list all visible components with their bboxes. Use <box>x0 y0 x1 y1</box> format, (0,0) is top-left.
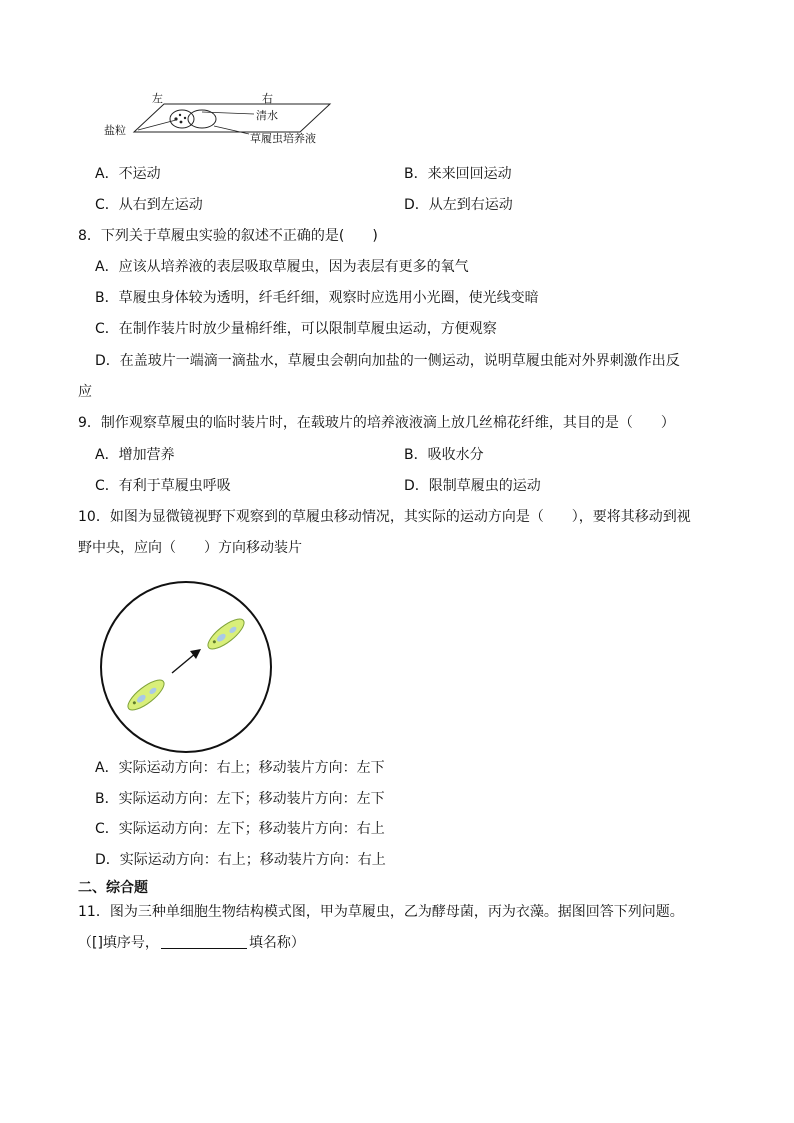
q10-stem-line2: 野中央，应向（ ）方向移动装片 <box>78 540 302 556</box>
q7-option-d: D．从左到右运动 <box>404 197 513 213</box>
right-label: 右 <box>262 92 273 105</box>
q10-stem-line1: 10．如图为显微镜视野下观察到的草履虫移动情况，其实际的运动方向是（ ），要将其移动到视 <box>78 509 691 525</box>
q8-option-d-line2: 应 <box>78 384 92 400</box>
q7-option-c: C．从右到左运动 <box>95 197 203 213</box>
q7-option-b: B．来来回回运动 <box>404 166 512 182</box>
q10-option-c: C．实际运动方向：左下；移动装片方向：右上 <box>95 821 385 837</box>
salt-label: 盐粒 <box>104 124 126 137</box>
culture-label: 草履虫培养液 <box>250 132 316 145</box>
q7-option-a: A．不运动 <box>95 166 161 182</box>
q9-stem: 9．制作观察草履虫的临时装片时，在载玻片的培养液液滴上放几丝棉花纤维，其目的是（ ） <box>78 415 675 431</box>
q11-note-suffix: 填名称） <box>248 935 305 951</box>
q10-option-d: D．实际运动方向：右上；移动装片方向：右上 <box>95 852 386 868</box>
microscope-field-diagram <box>98 577 278 757</box>
q8-option-d-line1: D．在盖玻片一端滴一滴盐水，草履虫会朝向加盐的一侧运动，说明草履虫能对外界刺激作出反 <box>95 353 680 369</box>
q10-option-b: B．实际运动方向：左下；移动装片方向：左下 <box>95 791 385 807</box>
q9-option-b: B．吸收水分 <box>404 447 484 463</box>
salt-drop <box>170 110 194 128</box>
q11-stem: 11．图为三种单细胞生物结构模式图，甲为草履虫，乙为酵母菌，丙为衣藻。据图回答下列问题。 <box>78 904 684 920</box>
q9-option-d: D．限制草履虫的运动 <box>404 478 541 494</box>
q8-option-b: B．草履虫身体较为透明，纤毛纤细，观察时应选用小光圈，使光线变暗 <box>95 290 539 306</box>
q9-option-a: A．增加营养 <box>95 447 175 463</box>
q8-option-a: A．应该从培养液的表层吸取草履虫，因为表层有更多的氧气 <box>95 259 469 275</box>
slide-diagram <box>104 90 338 150</box>
q8-option-c: C．在制作装片时放少量棉纤维，可以限制草履虫运动，方便观察 <box>95 321 497 337</box>
q8-stem: 8．下列关于草履虫实验的叙述不正确的是( ) <box>78 228 378 244</box>
field-of-view-circle <box>101 582 271 752</box>
answer-blank <box>161 934 247 949</box>
left-label: 左 <box>152 92 163 105</box>
q10-option-a: A．实际运动方向：右上；移动装片方向：左下 <box>95 760 385 776</box>
water-label: 清水 <box>256 109 278 122</box>
q11-note-prefix: （[]填序号， <box>78 935 159 951</box>
q11-note <box>78 934 305 952</box>
section-heading: 二、综合题 <box>78 880 148 896</box>
q9-option-c: C．有利于草履虫呼吸 <box>95 478 231 494</box>
